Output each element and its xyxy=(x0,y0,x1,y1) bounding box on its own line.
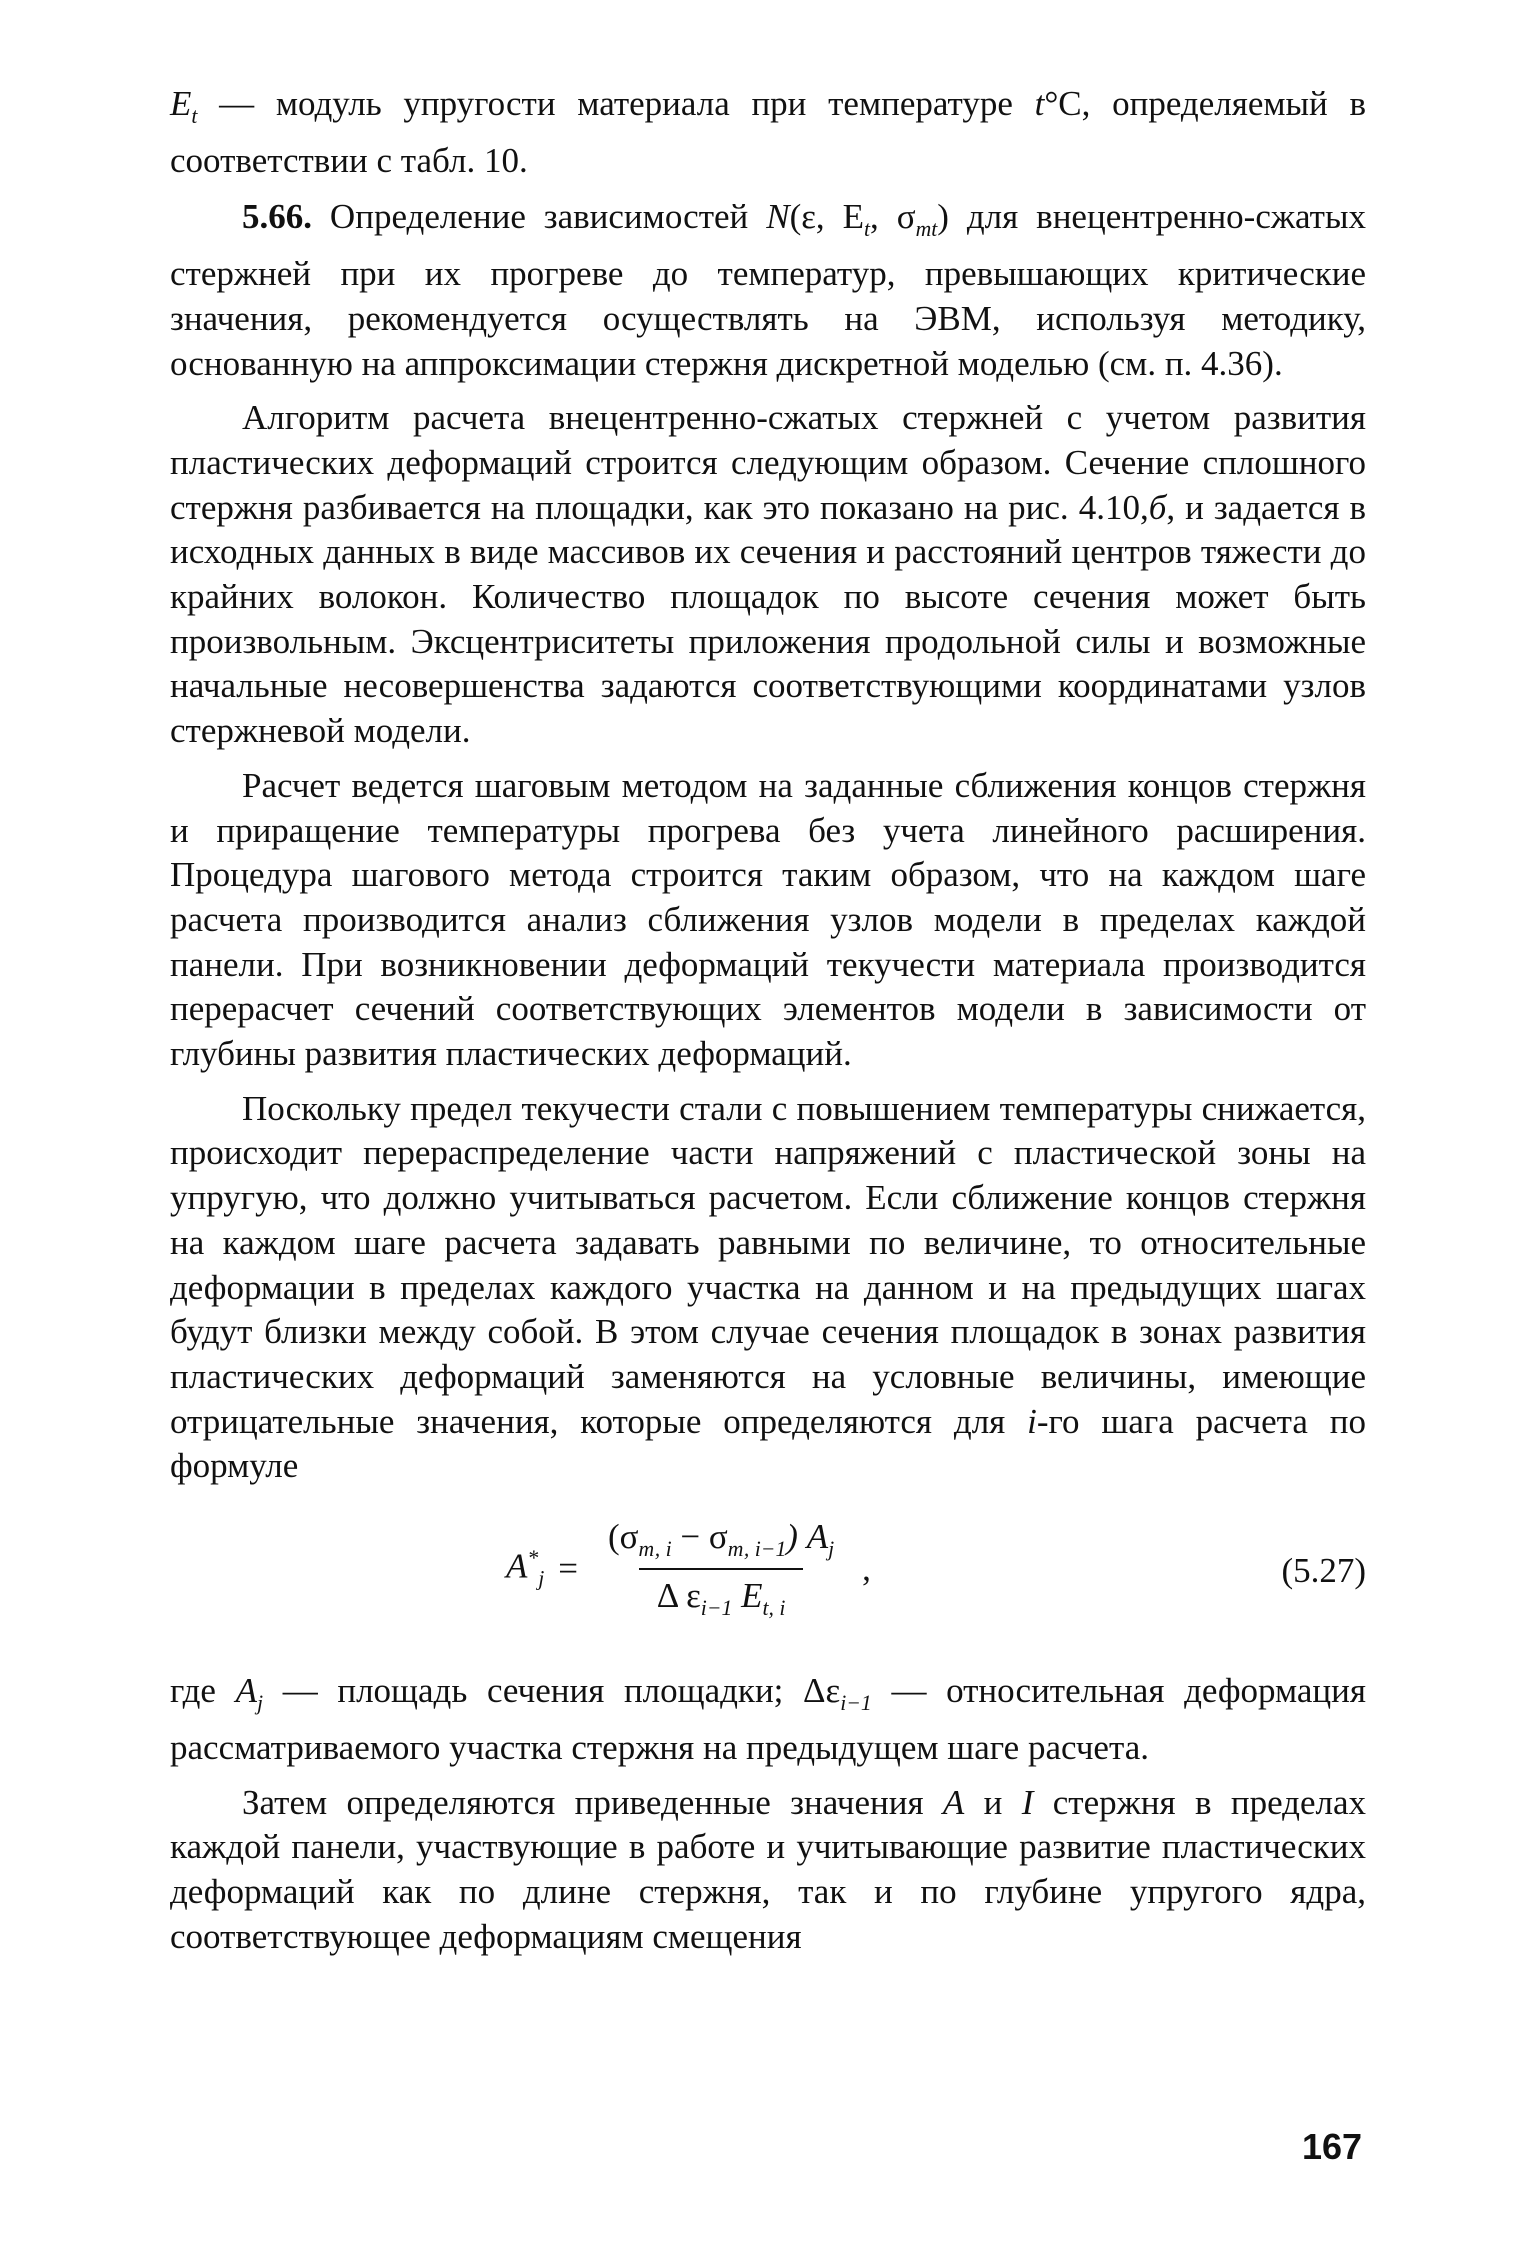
paragraph-where: где $A_j$ — площадь сечения площадки; $\Delta\varepsilon_{i-1}$ — относительная деформация рассматриваемого участка стержня на предыдущем шаге расчета. xyxy=(170,1671,1366,1767)
formula-equals: = xyxy=(558,1549,579,1589)
paragraph-section-5-66: 5.66. Определение зависимостей N(ε, $E_t$, $\sigma_{тt}$) для внецентренно-сжатых стержней при их прогреве до температур, превышающих критические значения, рекомендуется осуществлять на ЭВМ, используя методику, основанную на аппроксимации стержня дискретной моделью (см. п. 4.36). xyxy=(170,197,1366,383)
formula-5-27 xyxy=(170,1503,1366,1653)
page-number: 167 xyxy=(1302,2126,1363,2167)
document-page xyxy=(170,82,1366,1959)
formula-lhs: $A^*_j$ xyxy=(506,1546,545,1591)
formula-fraction xyxy=(590,1517,852,1621)
paragraph-reduced-values: Затем определяются приведенные значения A и I стержня в пределах каждой панели, участвующие в работе и учитывающие развитие пластических деформаций как по длине стержня, так и по глубине упругого ядра, соответствующее деформациям смещения xyxy=(170,1782,1366,1956)
paragraph-algorithm: Алгоритм расчета внецентренно-сжатых стержней с учетом развития пластических деформаций строится следующим образом. Сечение сплошного стержня разбивается на площадки, как это показано на рис. 4.10,б, и задается в исходных данных в виде массивов их сечения и расстояний центров тяжести до крайних волокон. Количество площадок по высоте сечения может быть произвольным. Эксцентриситеты приложения продольной силы и возможные начальные несовершенства задаются соответствующими координатами узлов стержневой модели. xyxy=(170,398,1367,751)
equation-number: (5.27) xyxy=(1281,1551,1366,1591)
formula-denominator: Δ $\varepsilon_{i-1}$ $E_{t, i}$ xyxy=(639,1568,804,1621)
formula-numerator: $(\sigma_{т, i} - \sigma_{т, i-1})$ $A_j$ xyxy=(608,1517,835,1562)
paragraph-step-method: Расчет ведется шаговым методом на заданные сближения концов стержня и приращение температуры прогрева без учета линейного расширения. Процедура шагового метода строится таким образом, что на каждом шаге расчета производится анализ сближения узлов модели в пределах каждой панели. При возникновении деформаций текучести материала производится перерасчет сечений соответствующих элементов модели в зависимости от глубины развития пластических деформаций. xyxy=(170,765,1366,1074)
section-number: 5.66. xyxy=(242,197,312,237)
paragraph-0: $E_t$ — модуль упругости материала при температуре t°С, определяемый в соответствии с табл. 10. xyxy=(170,84,1366,180)
formula-body: $A^*_j$ = $\frac{(\sigma_{т, i} - \sigma_{т, i-1}) A_j}{\Delta \varepsilon_{i-1} E_{t, i}}$ , xyxy=(506,1517,871,1621)
paragraph-yield-stress: Поскольку предел текучести стали с повышением температуры снижается, происходит перераспределение части напряжений с пластической зоны на упругую, что должно учитываться расчетом. Если сближение концов стержня на каждом шаге расчета задавать равными по величине, то относительные деформации в пределах каждого участка на данном и на предыдущих шагах будут близки между собой. В этом случае сечения площадок в зонах развития пластических деформаций заменяются на условные величины, имеющие отрицательные значения, которые определяются для i-го шага расчета по формуле xyxy=(170,1088,1366,1486)
